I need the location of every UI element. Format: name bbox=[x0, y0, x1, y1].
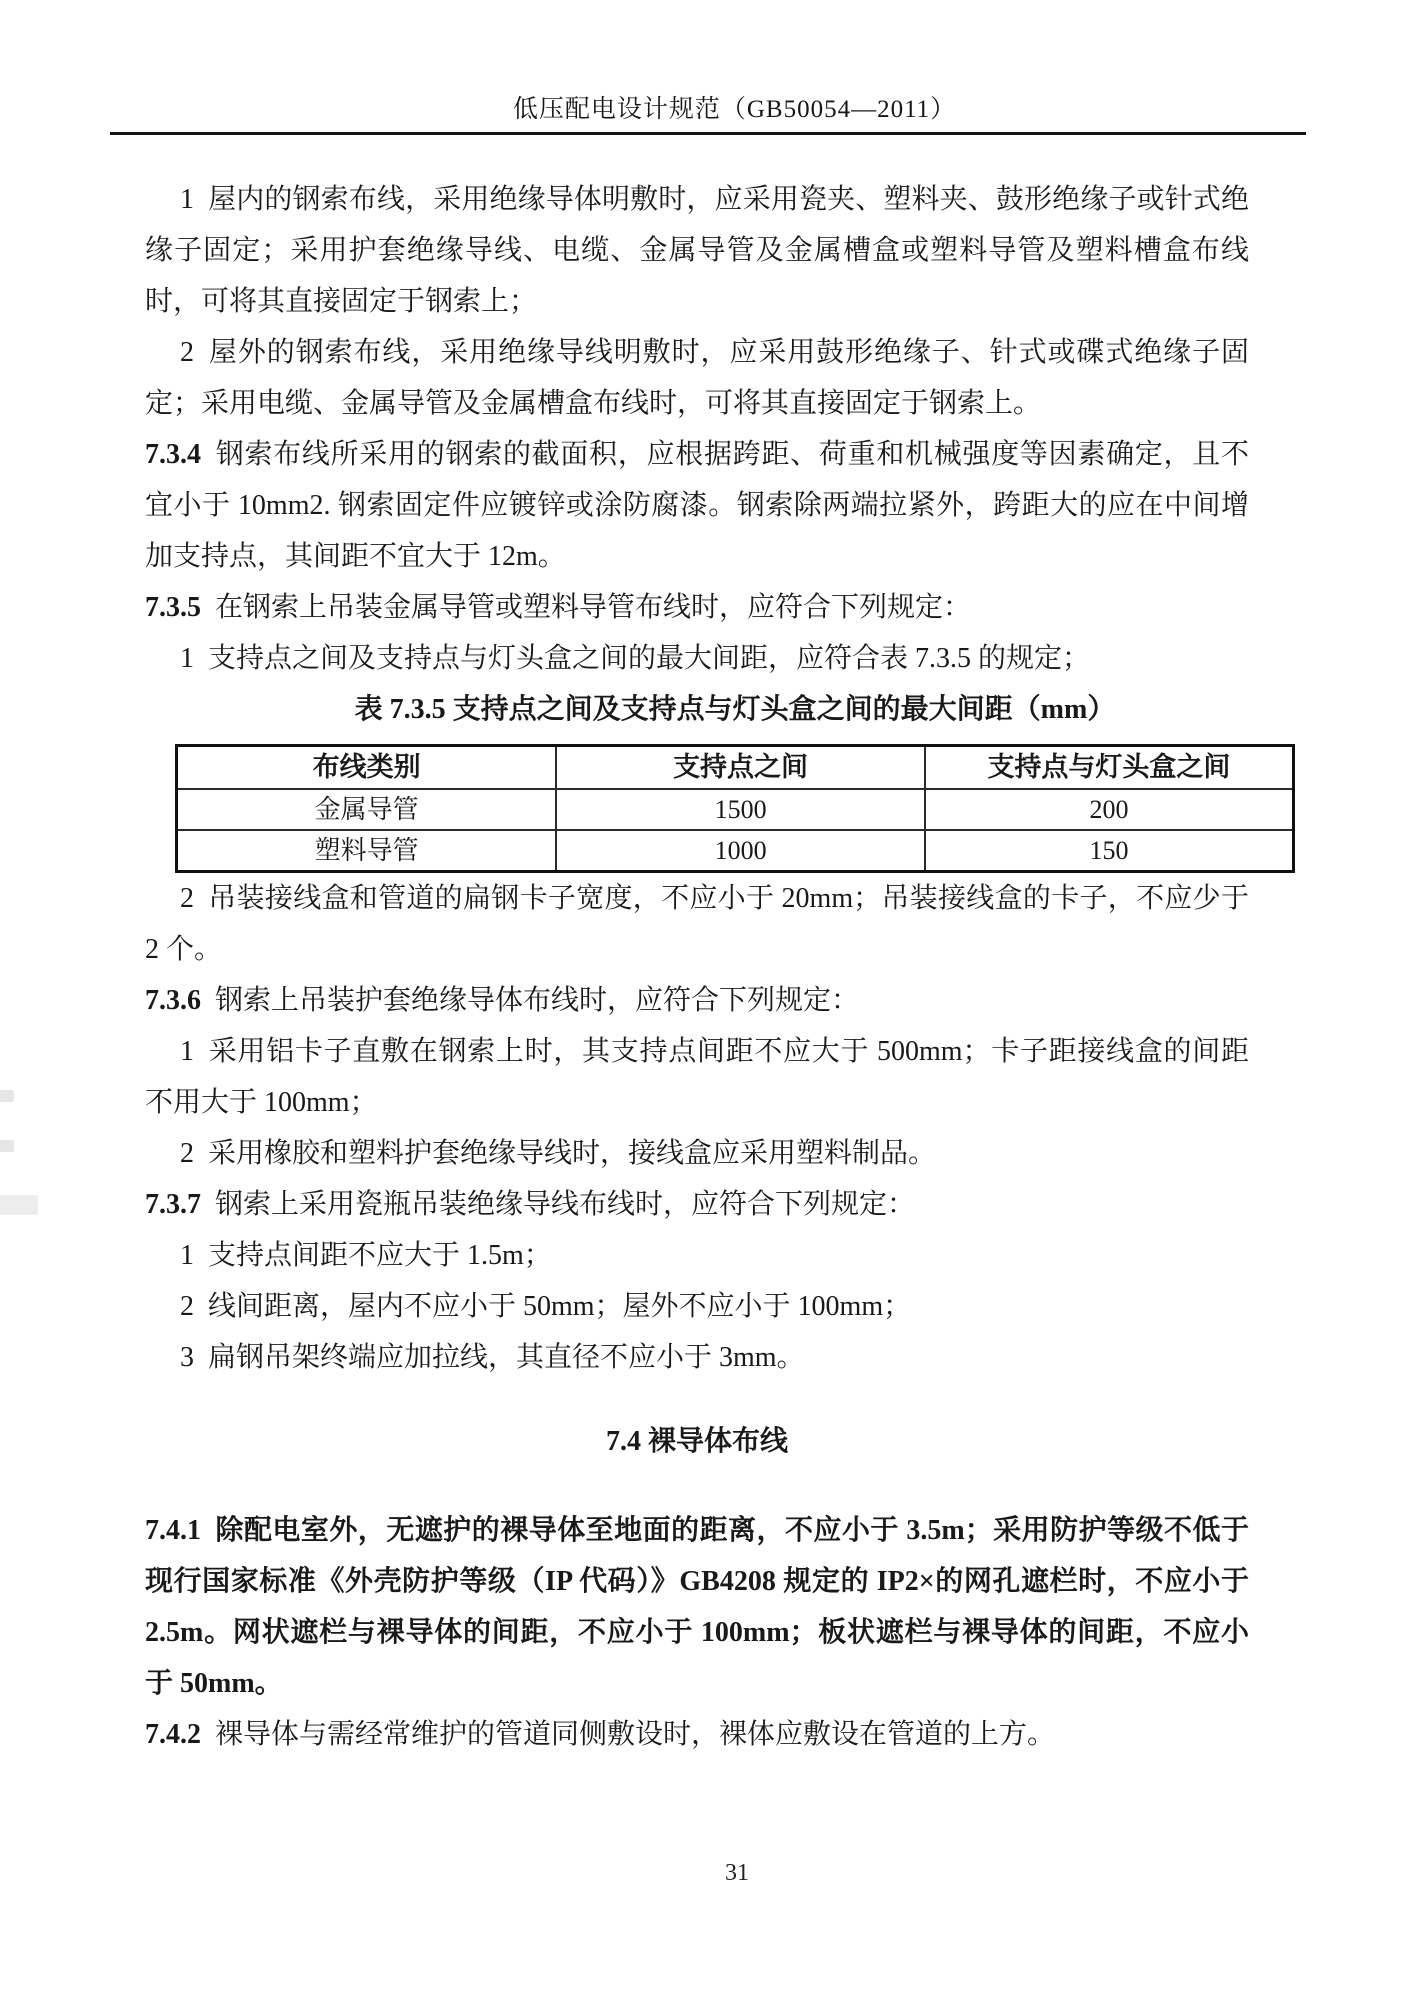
section-heading: 7.4 裸导体布线 bbox=[605, 1426, 788, 1457]
scan-artifact bbox=[0, 1140, 14, 1152]
clause-paragraph bbox=[145, 582, 1249, 633]
list-number: 1 bbox=[180, 1036, 194, 1067]
list-number: 3 bbox=[180, 1342, 194, 1373]
paragraph-text: 吊装接线盒和管道的扁钢卡子宽度，不应小于 20mm；吊装接线盒的卡子，不应少于 2 个。 bbox=[145, 883, 1249, 965]
table-row bbox=[177, 789, 1294, 830]
paragraph-text: 扁钢吊架终端应加拉线，其直径不应小于 3mm。 bbox=[208, 1342, 805, 1373]
paragraph-text: 在钢索上吊装金属导管或塑料导管布线时，应符合下列规定： bbox=[215, 592, 972, 623]
table-header-row bbox=[177, 746, 1294, 790]
table-header-cell: 支持点与灯头盒之间 bbox=[925, 746, 1294, 790]
clause-number: 7.3.6 bbox=[145, 985, 201, 1016]
list-number: 2 bbox=[180, 883, 194, 914]
clause-paragraph bbox=[145, 1709, 1249, 1760]
list-number: 1 bbox=[180, 643, 194, 674]
paragraph-text: 裸导体与需经常维护的管道同侧敷设时，裸体应敷设在管道的上方。 bbox=[215, 1719, 1056, 1750]
paragraph-text: 支持点间距不应大于 1.5m； bbox=[208, 1240, 552, 1271]
list-paragraph bbox=[145, 873, 1249, 975]
list-paragraph bbox=[145, 1332, 1249, 1383]
clause-number: 7.3.5 bbox=[145, 592, 201, 623]
clause-number: 7.4.2 bbox=[145, 1719, 201, 1750]
list-number: 1 bbox=[180, 1240, 194, 1271]
table-header-cell: 布线类别 bbox=[177, 746, 557, 790]
table-7-3-5 bbox=[175, 744, 1295, 873]
clause-paragraph bbox=[145, 1179, 1249, 1230]
paragraph-text: 屋外的钢索布线，采用绝缘导线明敷时，应采用鼓形绝缘子、针式或碟式绝缘子固定；采用电缆、金属导管及金属槽盒布线时，可将其直接固定于钢索上。 bbox=[145, 337, 1249, 419]
clause-number: 7.3.7 bbox=[145, 1189, 201, 1220]
clause-number: 7.3.4 bbox=[145, 439, 201, 470]
table-cell: 150 bbox=[925, 830, 1294, 872]
document-body bbox=[145, 174, 1249, 1760]
list-paragraph bbox=[145, 1026, 1249, 1128]
list-paragraph bbox=[145, 1230, 1249, 1281]
paragraph-text: 钢索布线所采用的钢索的截面积，应根据跨距、荷重和机械强度等因素确定，且不宜小于 10mm2. 钢索固定件应镀锌或涂防腐漆。钢索除两端拉紧外，跨距大的应在中间增加支持点，其间距不宜大于 12m。 bbox=[145, 439, 1249, 572]
header-title: 低压配电设计规范（GB50054—2011） bbox=[512, 96, 957, 123]
list-paragraph bbox=[145, 1281, 1249, 1332]
table-cell: 金属导管 bbox=[177, 789, 557, 830]
header-rule bbox=[110, 132, 1306, 135]
paragraph-text: 除配电室外，无遮护的裸导体至地面的距离，不应小于 3.5m；采用防护等级不低于现行国家标准《外壳防护等级（IP 代码）》GB4208 规定的 IP2×的网孔遮栏时，不应小于 2.5m。网状遮栏与裸导体的间距，不应小于 100mm；板状遮栏与裸导体的间距，不应小于 50mm。 bbox=[145, 1515, 1249, 1699]
paragraph-text: 屋内的钢索布线，采用绝缘导体明敷时，应采用瓷夹、塑料夹、鼓形绝缘子或针式绝缘子固定；采用护套绝缘导线、电缆、金属导管及金属槽盒或塑料导管及塑料槽盒布线时，可将其直接固定于钢索上； bbox=[145, 184, 1249, 317]
table-title: 表 7.3.5 支持点之间及支持点与灯头盒之间的最大间距（mm） bbox=[354, 694, 1116, 725]
table-header-cell: 支持点之间 bbox=[556, 746, 925, 790]
paragraph-text: 采用橡胶和塑料护套绝缘导线时，接线盒应采用塑料制品。 bbox=[208, 1138, 937, 1169]
scan-artifact bbox=[0, 1195, 38, 1215]
list-number: 2 bbox=[180, 1138, 194, 1169]
list-paragraph bbox=[145, 327, 1249, 429]
table-row bbox=[177, 830, 1294, 872]
paragraph-text: 支持点之间及支持点与灯头盒之间的最大间距，应符合表 7.3.5 的规定； bbox=[208, 643, 1091, 674]
page-number: 31 bbox=[725, 1860, 749, 1886]
paragraph-text: 采用铝卡子直敷在钢索上时，其支持点间距不应大于 500mm；卡子距接线盒的间距不用大于 100mm； bbox=[145, 1036, 1249, 1118]
table-cell: 塑料导管 bbox=[177, 830, 557, 872]
clause-paragraph-mandatory bbox=[145, 1505, 1249, 1709]
table-cell: 1000 bbox=[556, 830, 925, 872]
table-cell: 1500 bbox=[556, 789, 925, 830]
table-cell: 200 bbox=[925, 789, 1294, 830]
list-number: 2 bbox=[180, 1291, 194, 1322]
paragraph-text: 线间距离，屋内不应小于 50mm；屋外不应小于 100mm； bbox=[208, 1291, 912, 1322]
scan-artifact bbox=[0, 1090, 14, 1102]
list-number: 1 bbox=[180, 184, 194, 215]
list-paragraph bbox=[145, 633, 1249, 684]
clause-paragraph bbox=[145, 429, 1249, 582]
list-number: 2 bbox=[180, 337, 194, 368]
clause-number: 7.4.1 bbox=[145, 1515, 201, 1546]
paragraph-text: 钢索上吊装护套绝缘导体布线时，应符合下列规定： bbox=[215, 985, 860, 1016]
list-paragraph bbox=[145, 1128, 1249, 1179]
list-paragraph bbox=[145, 174, 1249, 327]
paragraph-text: 钢索上采用瓷瓶吊装绝缘导线布线时，应符合下列规定： bbox=[215, 1189, 916, 1220]
clause-paragraph bbox=[145, 975, 1249, 1026]
